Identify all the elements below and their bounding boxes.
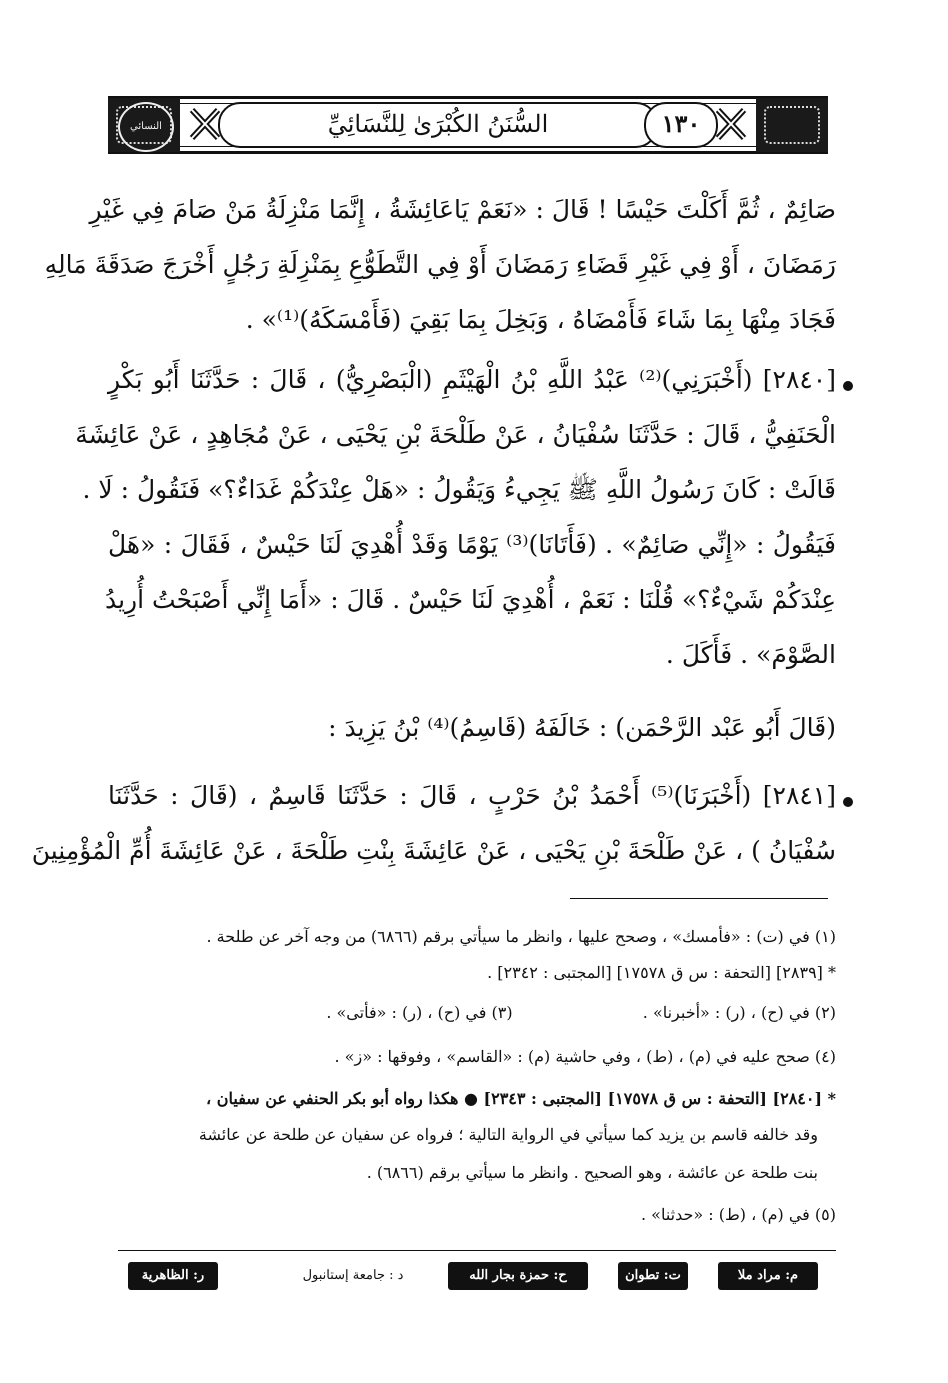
text-line: قَالَتْ : كَانَ رَسُولُ اللَّهِ ﷺ يَجِيءُ وَيَقُولُ : «هَلْ عِنْدَكُمْ غَدَاءٌ؟» فَنَقُولُ : لَا . [82,475,836,504]
hadith-2840 [75,352,836,682]
text-line: رَمَضَانَ ، أَوْ فِي غَيْرِ قَضَاءِ رَمَضَانَ أَوْ فِي التَّطَوُّعِ بِمَنْزِلَةِ رَجُلٍ أَخْرَجَ صَدَقَةَ مَالِهِ [44,250,836,279]
footer-rule [118,1250,836,1251]
hadith-2841 [31,768,836,878]
text-line: سُفْيَانُ ) ، عَنْ طَلْحَةَ بْنِ يَحْيَى ، عَنْ عَائِشَةَ بِنْتِ طَلْحَةَ ، عَنْ عَائِشَةَ أُمِّ الْمُؤْمِنِينَ [31,836,836,865]
tahqiq-note: بنت طلحة عن عائشة ، وهو الصحيح . وانظر ما سيأتي برقم (٦٨٦٦) . [366,1163,818,1182]
manuscript-sigla [108,1262,828,1294]
footnote-row [100,998,836,1028]
footnote: (٢) في (ح) ، (ر) : «أخبرنا» . [642,1003,836,1022]
text-line: الْحَنَفِيُّ ، قَالَ : حَدَّثَنَا سُفْيَانُ ، عَنْ طَلْحَةَ بْنِ يَحْيَى ، عَنْ مُجَاهِدٍ ، عَنْ عَائِشَةَ [75,420,836,449]
qala-statement [108,700,836,755]
hadith-bullet [843,797,853,807]
page-number: ١٣٠ [644,102,718,148]
footnote: (٥) في (م) ، (ط) : «حدثنا» . [640,1205,836,1224]
footnote: (٤) صحح عليه في (م) ، (ط) ، وفي حاشية (م) : «القاسم» ، وفوقها : «ز» . [334,1047,836,1066]
hadith-bullet [843,381,853,391]
text-line: [٢٨٤٠] (أَخْبَرَنِي)⁽²⁾ عَبْدُ اللَّهِ بْنُ الْهَيْثَمِ (الْبَصْرِيُّ) ، قَالَ : حَدَّثَنَا أَبُو بَكْرٍ [108,365,836,394]
text-line: عِنْدَكُمْ شَيْءٌ؟» قُلْنَا : نَعَمْ ، أُهْدِيَ لَنَا حَيْسٌ . قَالَ : «أَمَا إِنِّي أَصْبَحْتُ أُرِيدُ [104,585,836,614]
footnote: (١) في (ت) : «فأمسك» ، وصحح عليها ، وانظر ما سيأتي برقم (٦٨٦٦) من وجه آخر عن طلحة . [206,927,836,946]
siglum-m: م: مراد ملا [718,1262,818,1290]
ornament-seal-left [108,98,180,152]
seal-icon: النسائي [118,102,174,152]
text-line: [٢٨٤١] (أَخْبَرَنَا)⁽⁵⁾ أَحْمَدُ بْنُ حَرْبٍ ، قَالَ : حَدَّثَنَا قَاسِمٌ ، (قَالَ : حَدَّثَنَا [108,781,836,810]
siglum-t: ت: تطوان [618,1262,688,1290]
siglum-d: د : جامعة إستانبول [302,1268,404,1283]
text-line: الصَّوْمَ» . فَأَكَلَ . [665,640,836,669]
text-line: فَيَقُولُ : «إِنِّي صَائِمٌ» . (فَأَتَانَا)⁽³⁾ يَوْمًا وَقَدْ أُهْدِيَ لَنَا حَيْسٌ ، فَقَالَ : «هَلْ [108,530,836,559]
knot-ornament-icon [188,104,222,144]
book-title: السُّنَنُ الكُبْرَىٰ لِلنَّسَائِيِّ [218,102,658,148]
siglum-r: ر: الظاهرية [128,1262,218,1290]
text-line: (قَالَ أَبُو عَبْد الرَّحْمَن) : خَالَفَهُ (قَاسِمُ)⁽⁴⁾ بْنُ يَزِيدَ : [328,713,836,742]
text-continuation [44,182,836,347]
footnote: (٣) في (ح) ، (ر) : «فأتى» . [326,1003,513,1022]
knot-ornament-icon [714,104,748,144]
text-line: فَجَادَ مِنْهَا بِمَا شَاءَ فَأَمْضَاهُ ، وَبَخِلَ بِمَا بَقِيَ (فَأَمْسَكَهُ)⁽¹⁾» . [245,305,836,334]
tahqiq-note: * [٢٨٤٠] [التحفة : س ق ١٧٥٧٨] [المجتبى : ٢٣٤٣] ● هكذا رواه أبو بكر الحنفي عن سفيان ، [206,1089,836,1108]
page-header [108,96,828,154]
siglum-h: ح: حمزة بجار الله [448,1262,588,1290]
tahqiq-note: وقد خالفه قاسم بن يزيد كما سيأتي في الرواية التالية ؛ فرواه عن سفيان عن طلحة عن عائشة [198,1125,818,1144]
text-line: صَائِمٌ ، ثُمَّ أَكَلْتَ حَيْسًا ! قَالَ : «نَعَمْ يَاعَائِشَةُ ، إِنَّمَا مَنْزِلَةُ مَنْ صَامَ فِي غَيْرِ [89,195,836,224]
footnote-rule [570,898,828,899]
ornament-right [756,98,828,152]
tahqiq-note: * [٢٨٣٩] [التحفة : س ق ١٧٥٧٨] [المجتبى : ٢٣٤٢] . [487,963,836,982]
